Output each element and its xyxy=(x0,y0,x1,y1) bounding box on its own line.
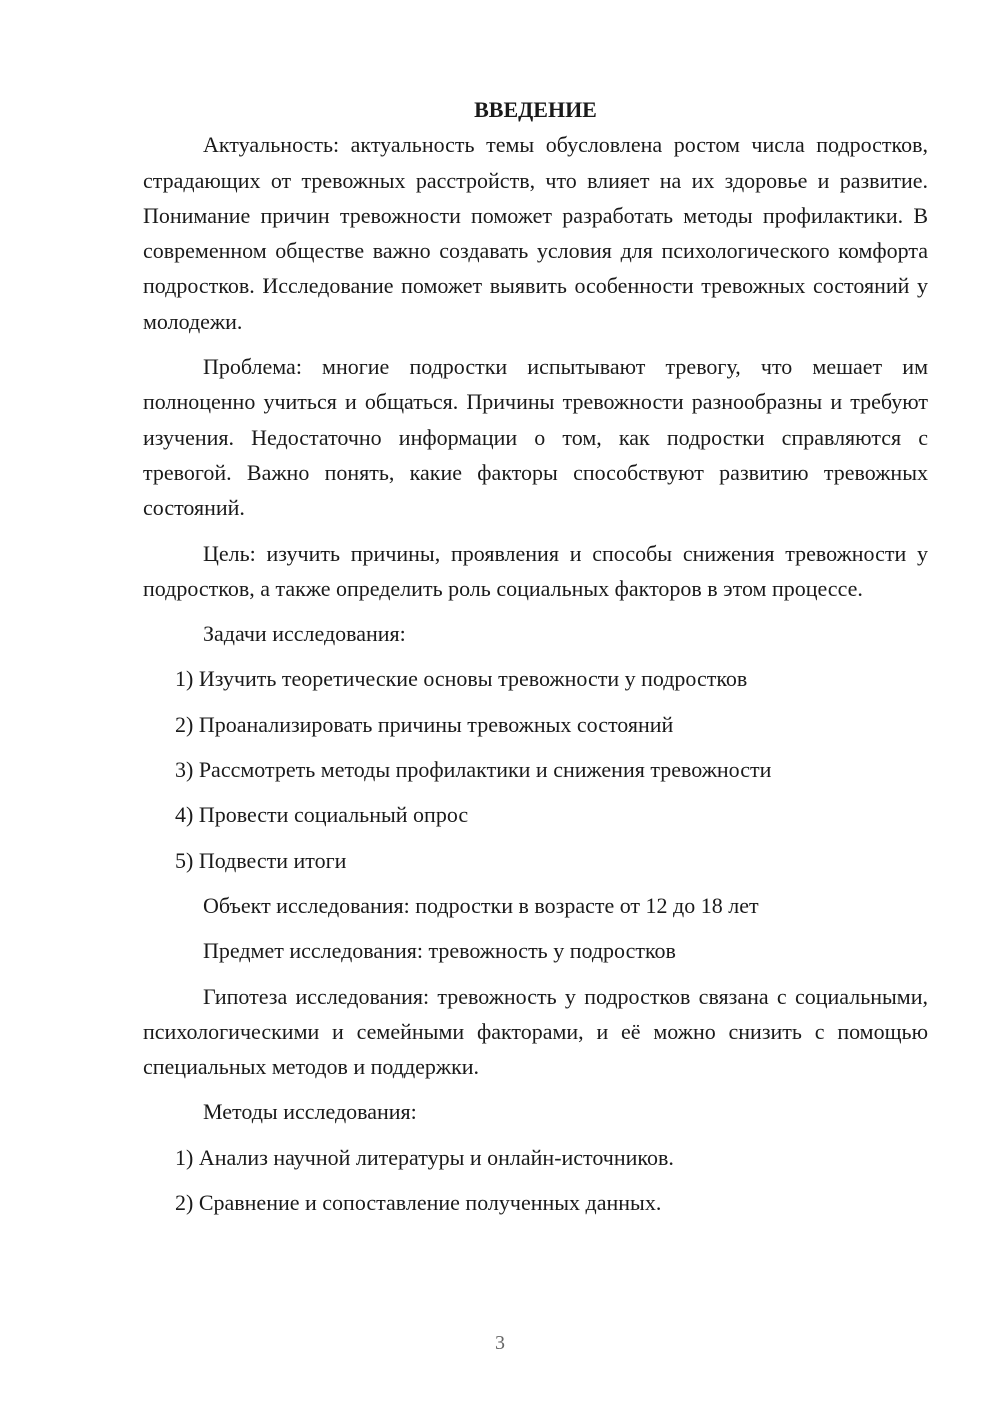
list-item: 2) Сравнение и сопоставление полученных данных. xyxy=(175,1190,662,1216)
tasks-list xyxy=(143,661,928,877)
research-object: Объект исследования: подростки в возрасте от 12 до 18 лет xyxy=(203,892,759,918)
hypothesis-paragraph: Гипотеза исследования: тревожность у подростков связана с социальными, психологическими и семейными факторами, и её можно снизить с помощью специальных методов и поддержки. xyxy=(143,983,928,1080)
research-subject: Предмет исследования: тревожность у подростков xyxy=(203,938,676,964)
goal-paragraph: Цель: изучить причины, проявления и способы снижения тревожности у подростков, а также определить роль социальных факторов в этом процессе. xyxy=(143,540,928,601)
relevance-paragraph: Актуальность: актуальность темы обусловлена ростом числа подростков, страдающих от тревожных расстройств, что влияет на их здоровье и развитие. Понимание причин тревожности поможет разработать методы профилактики. В современном обществе важно создавать условия для психологического комфорта подростков. Исследование поможет выявить особенности тревожных состояний у молодежи. xyxy=(143,132,928,334)
list-item: 1) Анализ научной литературы и онлайн-источников. xyxy=(175,1144,674,1170)
list-item: 1) Изучить теоретические основы тревожности у подростков xyxy=(175,666,748,692)
list-item: 2) Проанализировать причины тревожных состояний xyxy=(175,711,674,737)
list-item: 4) Провести социальный опрос xyxy=(175,802,469,828)
tasks-heading: Задачи исследования: xyxy=(203,621,406,647)
document-page xyxy=(143,92,928,1230)
problem-paragraph: Проблема: многие подростки испытывают тревогу, что мешает им полноценно учиться и общаться. Причины тревожности разнообразны и требуют изучения. Недостаточно информации о том, как подростки справляются с тревогой. Важно понять, какие факторы способствуют развитию тревожных состояний. xyxy=(143,354,928,521)
list-item: 3) Рассмотреть методы профилактики и снижения тревожности xyxy=(175,757,772,783)
methods-list xyxy=(143,1140,928,1221)
page-number: 3 xyxy=(495,1332,505,1354)
methods-heading: Методы исследования: xyxy=(203,1099,417,1125)
section-title: ВВЕДЕНИЕ xyxy=(474,97,597,122)
list-item: 5) Подвести итоги xyxy=(175,847,347,873)
